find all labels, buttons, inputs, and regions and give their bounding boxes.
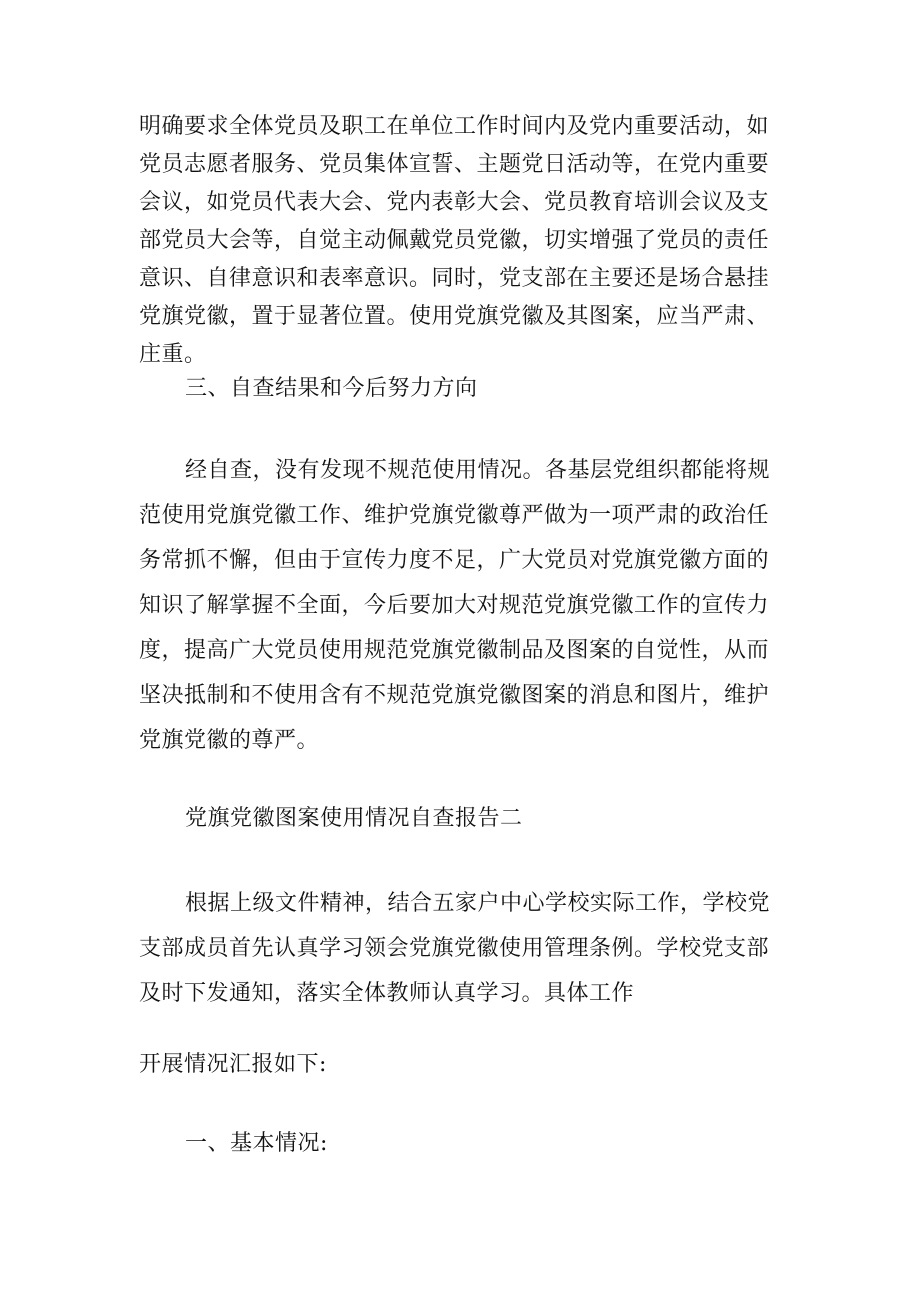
paragraph-line: 开展情况汇报如下: bbox=[139, 1052, 327, 1077]
report-title: 党旗党徽图案使用情况自查报告二 bbox=[185, 806, 523, 831]
paragraph-line: 坚决抵制和不使用含有不规范党旗党徽图案的消息和图片，维护 bbox=[139, 683, 770, 708]
paragraph-school-party-branch bbox=[139, 881, 799, 1016]
paragraph-party-badge-requirements bbox=[139, 108, 799, 374]
paragraph-line: 根据上级文件精神，结合五家户中心学校实际工作，学校党 bbox=[185, 891, 771, 916]
paragraph-report-intro bbox=[139, 1046, 799, 1084]
paragraph-line: 党旗党徽的尊严。 bbox=[139, 728, 320, 753]
paragraph-line: 党旗党徽，置于显著位置。使用党旗党徽及其图案，应当严肃、 bbox=[139, 304, 770, 329]
paragraph-line: 及时下发通知，落实全体教师认真学习。具体工作 bbox=[139, 981, 635, 1006]
paragraph-line: 知识了解掌握不全面，今后要加大对规范党旗党徽工作的宣传力 bbox=[139, 593, 770, 618]
paragraph-line: 经自查，没有发现不规范使用情况。各基层党组织都能将规 bbox=[185, 458, 771, 483]
paragraph-line: 务常抓不懈，但由于宣传力度不足，广大党员对党旗党徽方面的 bbox=[139, 548, 770, 573]
section-heading-basic-situation bbox=[139, 1125, 799, 1163]
paragraph-line: 明确要求全体党员及职工在单位工作时间内及党内重要活动，如 bbox=[139, 114, 770, 139]
paragraph-line: 会议，如党员代表大会、党内表彰大会、党员教育培训会议及支 bbox=[139, 190, 770, 215]
paragraph-line: 度，提高广大党员使用规范党旗党徽制品及图案的自觉性，从而 bbox=[139, 638, 770, 663]
paragraph-line: 意识、自律意识和表率意识。同时，党支部在主要还是场合悬挂 bbox=[139, 266, 770, 291]
paragraph-self-check-conclusion bbox=[139, 448, 799, 763]
paragraph-line: 庄重。 bbox=[139, 342, 207, 367]
section-heading: 一、基本情况: bbox=[185, 1131, 328, 1156]
paragraph-line: 党员志愿者服务、党员集体宣誓、主题党日活动等，在党内重要 bbox=[139, 152, 770, 177]
report-title-two bbox=[139, 800, 799, 838]
paragraph-line: 部党员大会等，自觉主动佩戴党员党徽，切实增强了党员的责任 bbox=[139, 228, 770, 253]
section-heading: 三、自查结果和今后努力方向 bbox=[185, 376, 478, 401]
paragraph-line: 范使用党旗党徽工作、维护党旗党徽尊严做为一项严肃的政治任 bbox=[139, 503, 770, 528]
section-heading-self-check-results bbox=[139, 370, 799, 408]
paragraph-line: 支部成员首先认真学习领会党旗党徽使用管理条例。学校党支部 bbox=[139, 936, 770, 961]
